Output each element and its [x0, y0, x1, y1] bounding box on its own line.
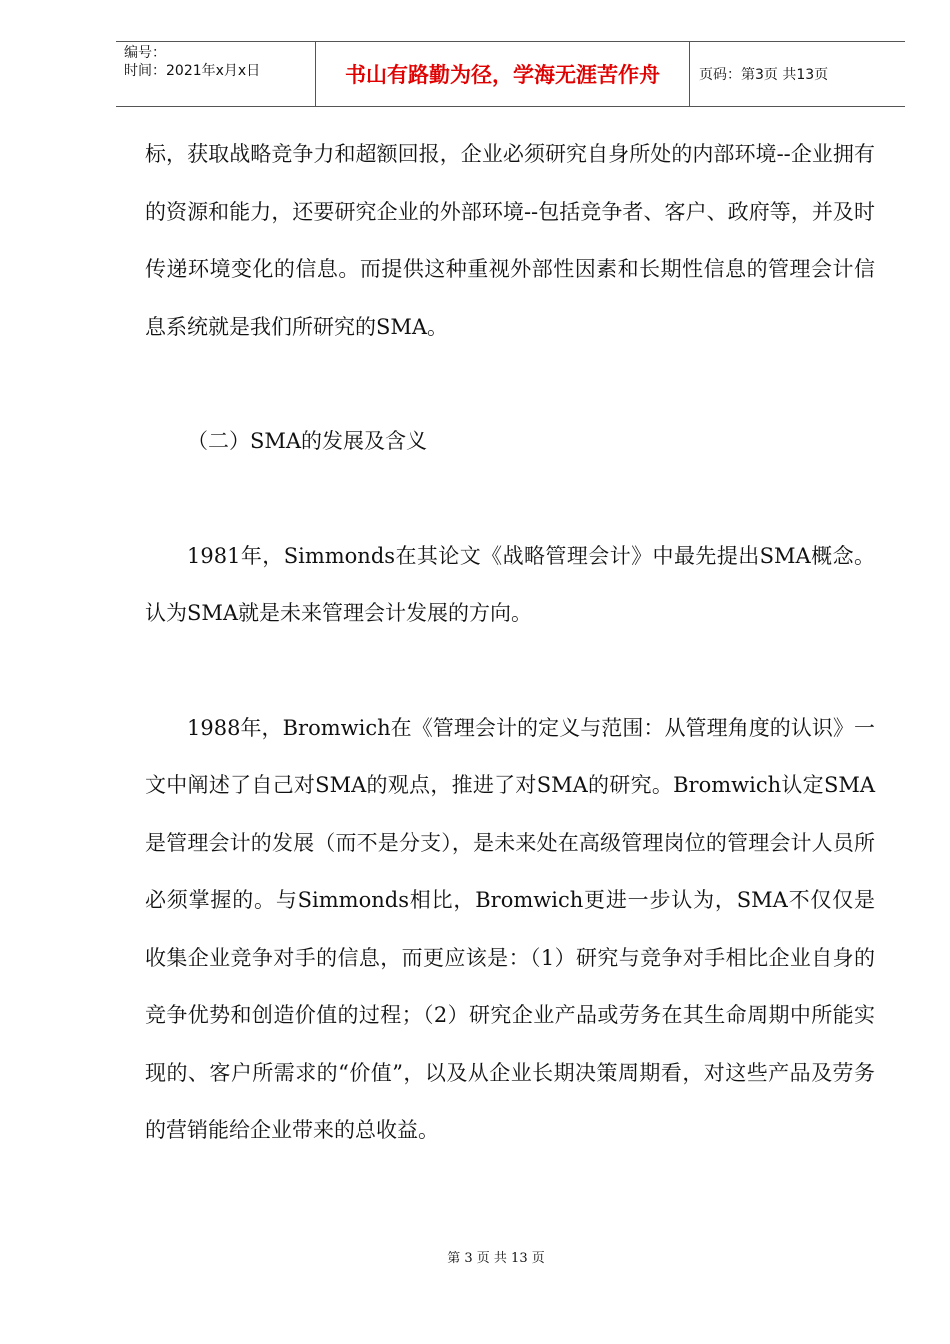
paragraph-gap [145, 356, 875, 413]
header-meta-cell [116, 42, 316, 106]
document-body [145, 126, 875, 1160]
header-page-cell [690, 42, 905, 106]
paragraph-gap [145, 471, 875, 528]
paragraph-gap [145, 643, 875, 700]
document-date-label: 时间：2021年x月x日 [124, 63, 261, 79]
header-motto: 书山有路勤为径，学海无涯苦作舟 [345, 63, 660, 87]
page-footer: 第 3 页 共 13 页 [447, 1251, 545, 1266]
body-paragraph-2: 1981年，Simmonds在其论文《战略管理会计》中最先提出SMA概念。认为SMA就是未来管理会计发展的方向。 [145, 543, 875, 625]
page-header [116, 41, 905, 107]
section-heading: （二）SMA的发展及含义 [187, 429, 428, 453]
body-paragraph-3: 1988年，Bromwich在《管理会计的定义与范围：从管理角度的认识》一文中阐述了自己对SMA的观点，推进了对SMA的研究。Bromwich认定SMA是管理会计的发展（而不是分支），是未来处在高级管理岗位的管理会计人员所必须掌握的。与Simmonds相比，Bromwich更进一步认为，SMA不仅仅是收集企业竞争对手的信息，而更应该是：（1）研究与竞争对手相比企业自身的竞争优势和创造价值的过程；（2）研究企业产品或劳务在其生命周期中所能实现的、客户所需求的“价值”，以及从企业长期决策周期看，对这些产品及劳务的营销能给企业带来的总收益。 [145, 715, 875, 1142]
header-page-info: 页码：第3页 共13页 [699, 67, 829, 83]
body-paragraph-1: 标，获取战略竞争力和超额回报，企业必须研究自身所处的内部环境--企业拥有的资源和能力，还要研究企业的外部环境--包括竞争者、客户、政府等，并及时传递环境变化的信息。而提供这种重视外部性因素和长期性信息的管理会计信息系统就是我们所研究的SMA。 [145, 142, 875, 339]
header-motto-cell [316, 42, 690, 106]
document-number-label: 编号： [124, 45, 166, 61]
